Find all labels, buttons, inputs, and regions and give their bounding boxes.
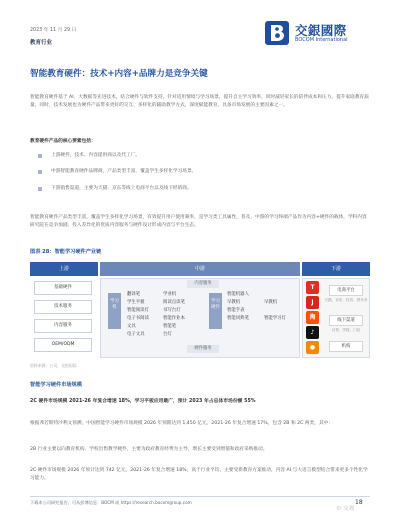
bullet-text: 下游销售渠道，主要为天猫、京东等线上电商平台以及线下经销商。 (51, 186, 192, 192)
product-item: 文具 (127, 324, 136, 329)
hardware-service-label: 硬件服务 (187, 345, 219, 353)
product-item: 书写台灯 (163, 308, 181, 313)
downstream-banner: 下游 (302, 262, 370, 276)
subsection-title: 智能学习硬件市场规模 (30, 382, 82, 388)
upstream-basic-hardware: 基础硬件 (34, 281, 92, 295)
midstream-panel (100, 278, 300, 358)
footer-disclaimer: 下载本公司研究报告，可从彭博信息：BOCM 或 https://research.bocomgroup.com (30, 500, 192, 505)
report-section: 教育行业 (30, 40, 53, 46)
upstream-banner: 上游 (30, 262, 98, 276)
channel-offline: 线下渠道 (329, 315, 363, 326)
product-item: 智能手表 (227, 308, 245, 313)
market-size-paragraph: 根据弗若斯特沙利文预测，中国智能学习硬件市场规模 2026 年预期达到 1,450 亿元，2021-26 年复合增速 17%，包含 2B 和 2C 两类，其中： (30, 421, 334, 426)
channel-ecommerce-note: 天猫、京东、抖音、拼多多 (324, 298, 368, 302)
product-item: 智能作业本 (163, 316, 185, 321)
upstream-tech-service: 技术服务 (34, 300, 92, 314)
content-service-label: 内容服务 (187, 280, 219, 288)
product-item: 翻译笔 (127, 292, 141, 297)
study-hardware-tag: 学习硬件 (209, 293, 222, 329)
product-item: 智能机器人 (227, 292, 249, 297)
bocom-logo (265, 20, 375, 48)
product-item: 电子书阅读 (127, 316, 149, 321)
figure-title: 图表 28：智能学习硬件产业链 (30, 249, 102, 255)
bullet-text: 中游智能教育硬件品牌商，产品类型丰富，覆盖学生多样化学习场景。 (51, 168, 197, 174)
watermark: © 交观 (336, 506, 355, 512)
bullet-square-icon (38, 187, 42, 191)
section-title: 智能教育硬件：技术+内容+品牌力是竞争关键 (30, 69, 208, 79)
bullet-square-icon (38, 154, 42, 158)
downstream-panel (302, 278, 370, 358)
upstream-oem-odm: OEM/ODM (34, 338, 92, 352)
industry-chain-diagram (30, 262, 370, 358)
channel-ecommerce: 电商平台 (329, 285, 363, 296)
summary-paragraph: 智能教育硬件产品类型丰富，覆盖学生多样化学习场景，有效提升用户使用频率，是学习类工具属性，普及，中游的学习终端产品作为内容+硬件的载体，学科内容研究院在竞争加剧，投入差异化的优质内容服务与硬件设计形成内容与平台生态。 (30, 215, 367, 228)
highlight-statement: 2C 硬件市场规模 2021-26 年复合增速 18%，学习平板应用最广，预计 2023 年占总体市场份额 55% (30, 399, 256, 404)
logo-english-name: BOCOM International (295, 37, 348, 43)
bocom-logo-icon (265, 21, 289, 45)
product-item: 智能阅读灯 (127, 308, 149, 313)
product-item: 早教机 (264, 300, 278, 305)
channel-institution: 机构 (329, 341, 363, 352)
bullet-square-icon (38, 170, 42, 174)
product-item: 智能学习灯 (264, 316, 286, 321)
intro-paragraph: 智能教育硬件基于 AI、大数据等先进技术，结合硬件与软件支持，针对适用情境与学习场景，提升自主学习效率，同时减轻家长的陪伴成本和压力。提升家庭教育质量，同时，技术发展也为硬件产品带来更好的交互、多样化的辅助教学方式，深度赋能教育，具备市场发展的主要因素之一。 (30, 95, 369, 108)
product-item: 学生平板 (127, 300, 145, 305)
channel-app-icons (306, 281, 322, 356)
figure-source: 资料来源：公司，交银国际 (30, 363, 77, 368)
bullet-item (38, 168, 370, 176)
elements-heading: 教育硬件产品的核心要素包括： (30, 139, 96, 144)
bullet-text: 上游硬件，技术、内容提供商以及代工厂。 (51, 153, 141, 158)
upstream-content-service: 内容服务 (34, 319, 92, 333)
bullet-item (38, 185, 370, 193)
product-item: 早教机 (227, 300, 241, 305)
bullet-item (38, 152, 370, 160)
2b-market-paragraph: 2B 行业主要以向教育机构、学校出售教学硬件，主要为政府教育经费为主导，增长主要受到增值和政府采购推动。 (30, 447, 268, 452)
douyin-app-icon: ♪ (306, 326, 319, 339)
product-item: 智能词典笔 (227, 316, 249, 321)
midstream-banner: 中游 (100, 262, 300, 276)
retail-app-icon: ● (306, 341, 319, 354)
product-item: 台灯 (163, 332, 172, 337)
logo-chinese-name: 交銀國際 (295, 23, 347, 38)
channel-offline-note: 百货、学校、门店 (331, 328, 361, 332)
product-item: 学业机 (163, 292, 177, 297)
product-item: 阅读点读笔 (163, 300, 185, 305)
taobao-app-icon: 淘 (306, 311, 319, 324)
footer-divider (30, 496, 370, 497)
product-item: 智能笔 (163, 324, 177, 329)
page-header (30, 12, 375, 52)
report-date: 2023 年 11 月 29 日 (30, 28, 77, 33)
tmall-app-icon: T (306, 281, 319, 294)
bullet-list (38, 152, 370, 201)
learning-machine-tag: 学习机 (108, 293, 121, 329)
page-number: 18 (355, 499, 363, 506)
product-item: 电子文具 (127, 332, 145, 337)
jd-app-icon: J (306, 296, 319, 309)
2c-market-paragraph: 2C 硬件市场规模 2026 年预计达到 742 亿元，2021-26 年复合增速 18%，高于行业平均，主要受新教育方案推动，内容 AI 与大语言模型结合带来更多个性化学习能力。 (30, 468, 368, 481)
